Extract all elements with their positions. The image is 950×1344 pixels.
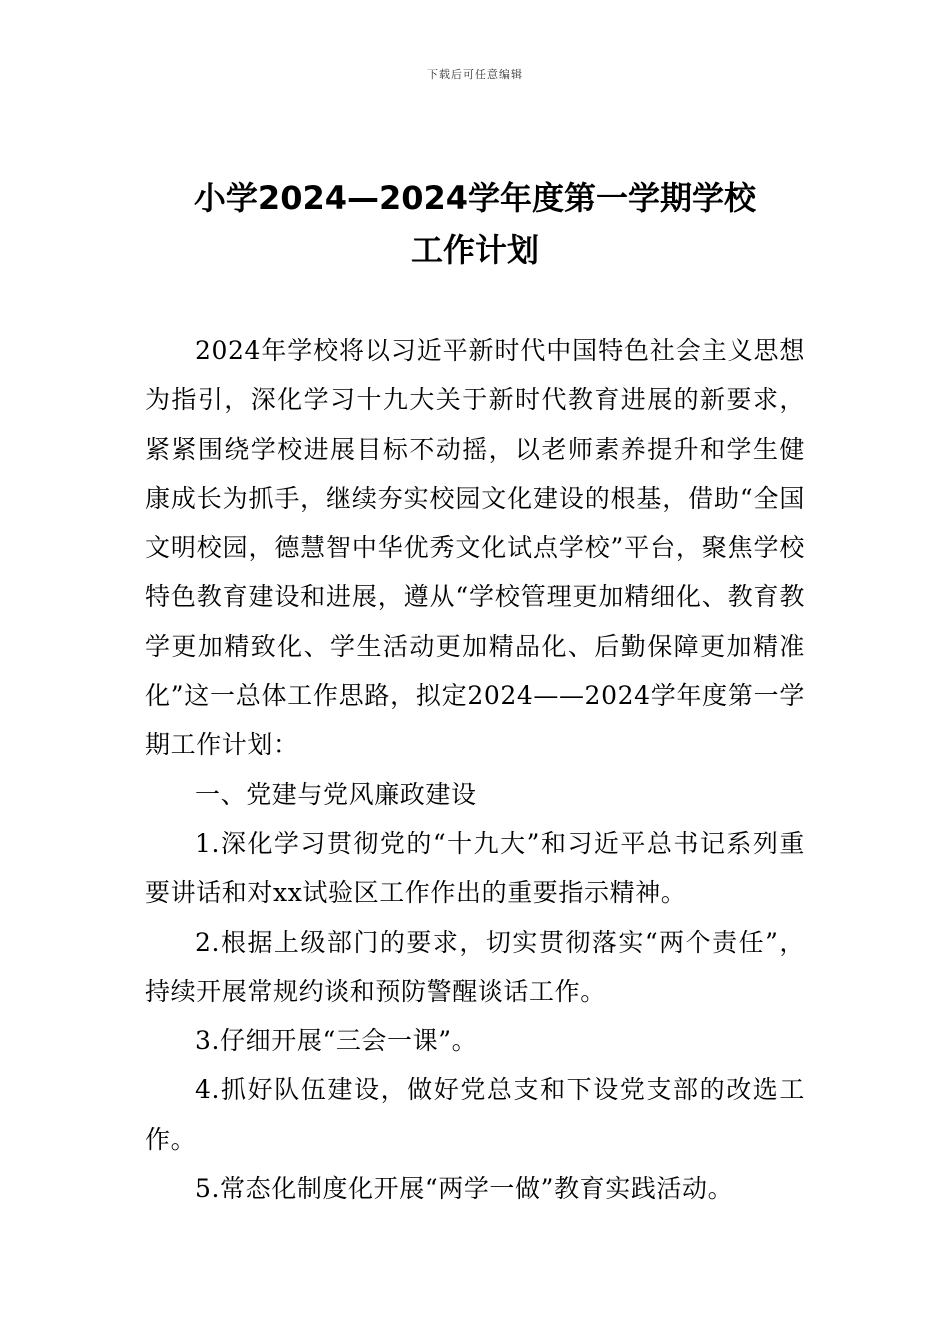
list-item: 5.常态化制度化开展“两学一做”教育实践活动。 [195,1174,734,1204]
intro-paragraph: 2024年学校将以习近平新时代中国特色社会主义思想为指引，深化学习十九大关于新时代教育进展的新要求，紧紧围绕学校进展目标不动摇，以老师素养提升和学生健康成长为抓手，继续夯实校园文化建设的根基，借助“全国文明校园，德慧智中华优秀文化试点学校”平台，聚焦学校特色教育建设和进展，遵从“学校管理更加精细化、教育教学更加精致化、学生活动更加精品化、后勤保障更加精准化”这一总体工作思路，拟定2024——2024学年度第一学期工作计划： [145,336,805,760]
list-item: 4.抓好队伍建设，做好党总支和下设党支部的改选工作。 [145,1075,805,1154]
title-line-1: 小学2024—2024学年度第一学期学校 [193,179,757,217]
document-body [145,326,805,1213]
document-title [145,172,805,276]
list-item: 3.仔细开展“三会一课”。 [195,1026,478,1056]
section-heading: 一、党建与党风廉政建设 [195,779,477,809]
title-line-2: 工作计划 [410,231,539,269]
list-item: 1.深化学习贯彻党的“十九大”和习近平总书记系列重要讲话和对xx试验区工作作出的重要指示精神。 [145,828,805,908]
list-item: 2.根据上级部门的要求，切实贯彻落实“两个责任”，持续开展常规约谈和预防警醒谈话工作。 [145,927,805,1006]
header-note: 下载后可任意编辑 [427,68,523,81]
